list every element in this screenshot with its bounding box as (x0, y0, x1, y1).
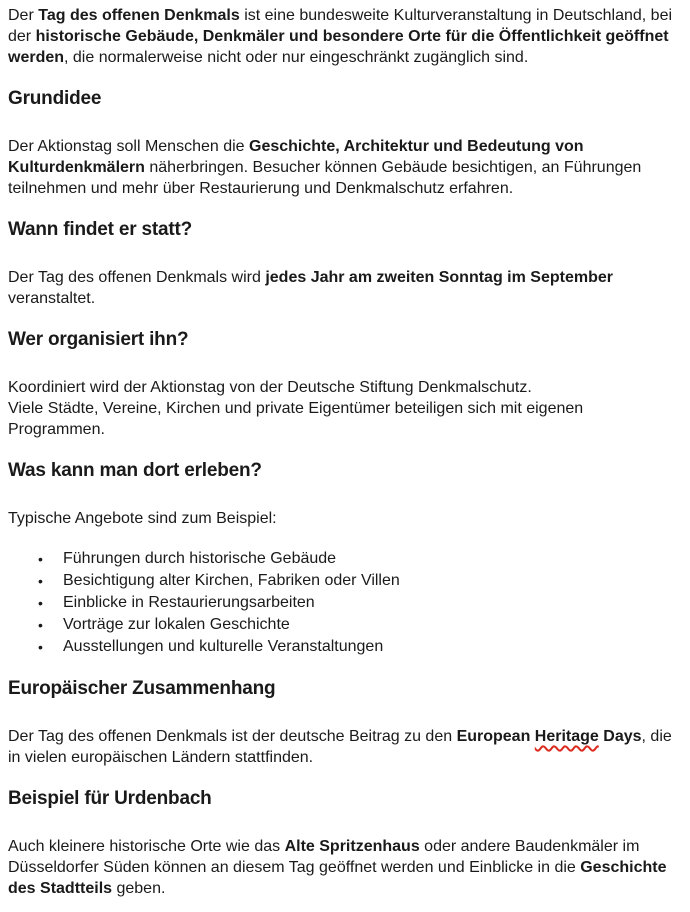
list-item-text: Ausstellungen und kulturelle Veranstaltungen (63, 638, 384, 655)
list-item (8, 548, 680, 570)
heading-wann-findet-er-statt: Wann findet er statt? (8, 219, 193, 240)
list-item (8, 570, 680, 592)
list-item-text: Führungen durch historische Gebäude (63, 550, 337, 567)
bullet-icon: • (38, 617, 43, 633)
heading-europaeischer-zusammenhang: Europäischer Zusammenhang (8, 678, 276, 699)
list-item-text: Vorträge zur lokalen Geschichte (63, 616, 290, 633)
text-run: geben. (112, 880, 166, 897)
text-run: Der Tag des offenen Denkmals wird (8, 269, 266, 286)
bullet-icon: • (38, 551, 43, 567)
heading-grundidee: Grundidee (8, 88, 102, 109)
bullet-icon: • (38, 573, 43, 589)
text-run: oder andere Baudenkmäler im Düsseldorfer Süden können an diesem Tag geöffnet werden und Einblicke in die (8, 838, 640, 876)
text-run-bold: European (456, 728, 535, 745)
text-run-spellcheck-underline: Heritage (534, 728, 599, 745)
list-item-text: Einblicke in Restaurierungsarbeiten (63, 594, 315, 611)
list-item-text: Besichtigung alter Kirchen, Fabriken oder Villen (63, 572, 400, 589)
text-run-bold: Alte Spritzenhaus (284, 838, 420, 855)
list-item (8, 592, 680, 614)
paragraph-erleben-intro (8, 508, 680, 529)
text-run: , die normalerweise nicht oder nur eingeschränkt zugänglich sind. (64, 49, 529, 66)
text-run: Der (8, 7, 39, 24)
text-run: Der Aktionstag soll Menschen die (8, 138, 250, 155)
list-item (8, 636, 680, 658)
bullet-list (8, 548, 680, 658)
text-run: ist eine bundesweite Kulturveranstaltung in Deutschland, bei der (8, 7, 673, 45)
text-line: Koordiniert wird der Aktionstag von der Deutsche Stiftung Denkmalschutz. (8, 379, 532, 396)
paragraph-europa (8, 726, 680, 768)
text-run: , die in vielen europäischen Ländern stattfinden. (8, 728, 672, 766)
text-run-bold: jedes Jahr am zweiten Sonntag im September (265, 269, 613, 286)
text-line: Viele Städte, Vereine, Kirchen und private Eigentümer beteiligen sich mit eigenen Programmen. (8, 400, 584, 438)
text-run: Auch kleinere historische Orte wie das (8, 838, 285, 855)
text-run: Typische Angebote sind zum Beispiel: (8, 510, 277, 527)
paragraph-beispiel (8, 836, 680, 899)
paragraph-intro (8, 5, 680, 68)
paragraph-wann (8, 267, 680, 309)
text-run-bold: Geschichte des Stadtteils (8, 859, 667, 897)
text-run-bold: Days (598, 728, 642, 745)
text-run-bold: Tag des offenen Denkmals (38, 7, 240, 24)
heading-wer-organisiert-ihn: Wer organisiert ihn? (8, 329, 189, 350)
heading-beispiel-fuer-urdenbach: Beispiel für Urdenbach (8, 788, 212, 809)
text-run: Der Tag des offenen Denkmals ist der deutsche Beitrag zu den (8, 728, 457, 745)
text-run-bold: Geschichte, Architektur und Bedeutung von Kulturdenkmälern (8, 138, 584, 176)
bullet-icon: • (38, 595, 43, 611)
text-run: veranstaltet. (8, 290, 96, 307)
text-run-bold: historische Gebäude, Denkmäler und besondere Orte für die Öffentlichkeit geöffnet werden (8, 28, 669, 66)
text-run: näherbringen. Besucher können Gebäude besichtigen, an Führungen teilnehmen und mehr über Restaurierung und Denkmalschutz erfahren. (8, 159, 642, 197)
bullet-icon: • (38, 639, 43, 655)
paragraph-wer (8, 377, 680, 440)
heading-was-kann-man-dort-erleben: Was kann man dort erleben? (8, 460, 262, 481)
paragraph-grundidee (8, 136, 680, 199)
list-item (8, 614, 680, 636)
